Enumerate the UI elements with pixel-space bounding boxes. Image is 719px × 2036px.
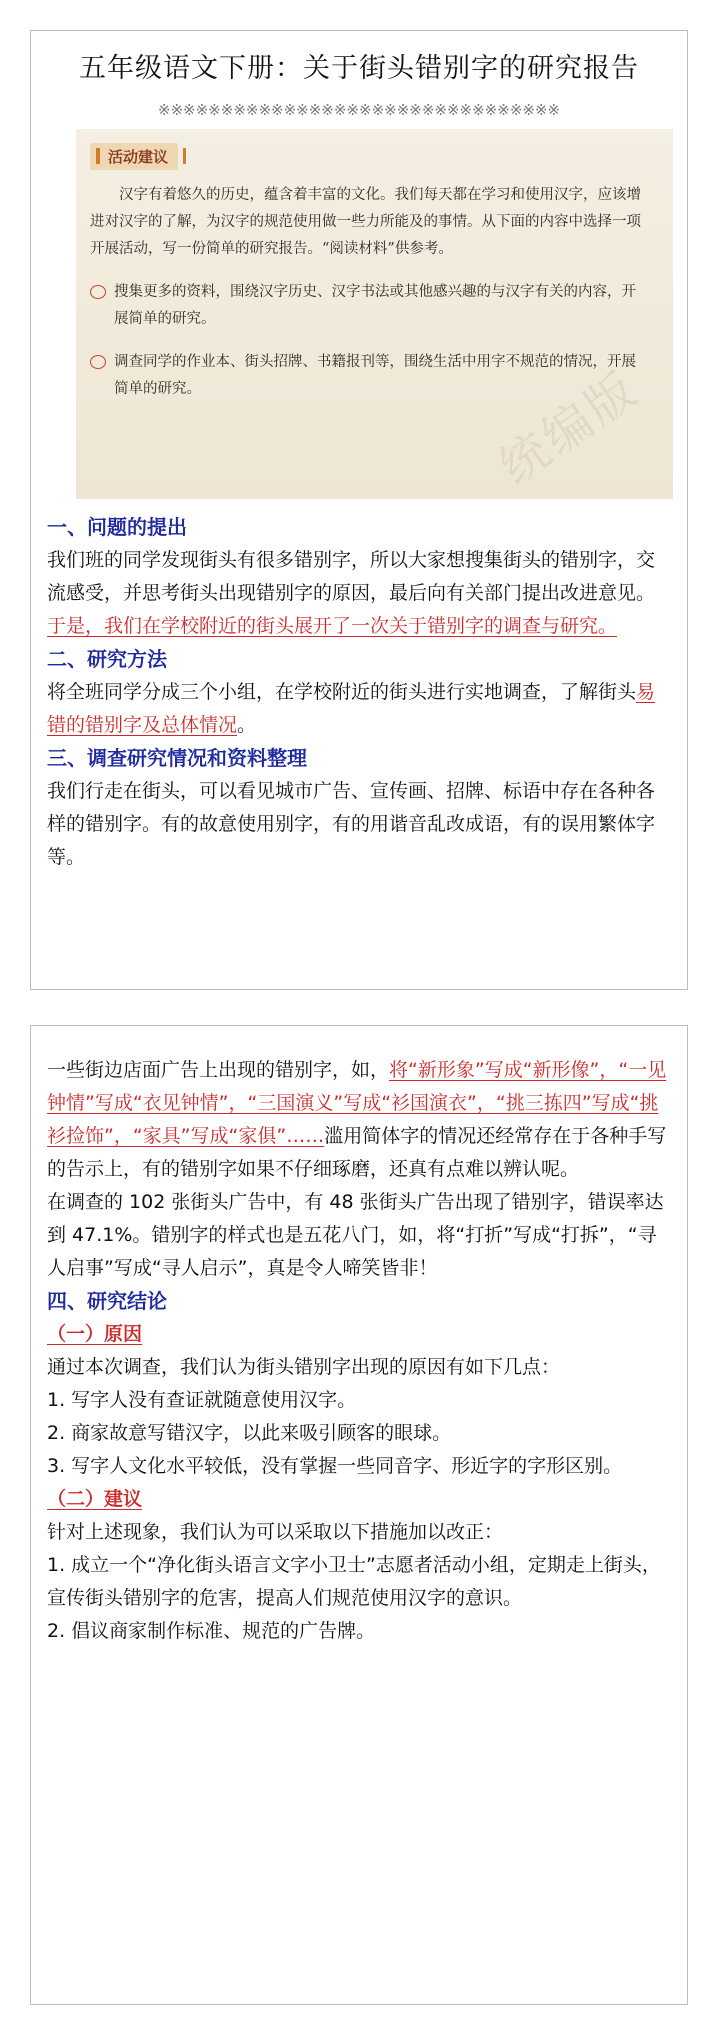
- circle-bullet-icon: [90, 285, 106, 299]
- subheading-suggestions: （二）建议: [47, 1488, 143, 1510]
- panel-option-1: [90, 279, 645, 333]
- highlight-text: 将“新形象”写成“新形像”，“一见钟情”写成“衣见钟情”，“三国演义”写成“衫国演衣”，“挑三拣四”写成“挑衫捡饰”，“家具”写成“家俱”……: [47, 1059, 667, 1147]
- section-2-paragraph: 将全班同学分成三个小组，在学校附近的街头进行实地调查，了解街头易错的错别字及总体情况。: [47, 681, 656, 736]
- report-content-2: [47, 1054, 671, 1648]
- section-heading-2: 二、研究方法: [47, 647, 167, 671]
- panel-tag: 活动建议: [90, 143, 178, 170]
- page-title: 五年级语文下册：关于街头错别字的研究报告: [79, 53, 639, 84]
- reason-item: 2. 商家故意写错汉字，以此来吸引顾客的眼球。: [47, 1422, 452, 1444]
- decorative-divider: ※※※※※※※※※※※※※※※※※※※※※※※※※※※※※※※※: [157, 101, 561, 119]
- reasons-intro: 通过本次调查，我们认为街头错别字出现的原因有如下几点：: [47, 1356, 561, 1378]
- section-heading-3: 三、调查研究情况和资料整理: [47, 746, 307, 770]
- section-3-paragraph: 我们行走在街头，可以看见城市广告、宣传画、招牌、标语中存在各种各样的错别字。有的故意使用别字，有的用谐音乱改成语，有的误用繁体字等。: [47, 780, 656, 868]
- section-1-paragraph: 我们班的同学发现街头有很多错别字，所以大家想搜集街头的错别字，交流感受，并思考街头出现错别字的原因，最后向有关部门提出改进意见。于是，我们在学校附近的街头展开了一次关于错别字的调查与研究。: [47, 549, 656, 637]
- panel-intro: 汉字有着悠久的历史，蕴含着丰富的文化。我们每天都在学习和使用汉字，应该增进对汉字的了解，为汉字的规范使用做一些力所能及的事情。从下面的内容中选择一项开展活动，写一份简单的研究报告。“阅读材料”供参考。: [90, 187, 641, 257]
- circle-bullet-icon: [90, 355, 106, 369]
- report-content-1: [47, 511, 671, 874]
- suggestions-intro: 针对上述现象，我们认为可以采取以下措施加以改正：: [47, 1521, 504, 1543]
- suggestion-item: 2. 倡议商家制作标准、规范的广告牌。: [47, 1620, 376, 1642]
- highlight-text: 于是，我们在学校附近的街头展开了一次关于错别字的调查与研究。: [47, 615, 618, 637]
- statistics-paragraph: 在调查的 102 张街头广告中，有 48 张街头广告出现了错别字，错误率达到 47.1%。错别字的样式也是五花八门，如，将“打折”写成“打拆”，“寻人启事”写成“寻人启示”，真是令人啼笑皆非！: [47, 1191, 664, 1279]
- report-page-1: [30, 30, 688, 990]
- reason-item: 3. 写字人文化水平较低，没有掌握一些同音字、形近字的字形区别。: [47, 1455, 623, 1477]
- report-page-2: [30, 1025, 688, 2005]
- panel-option-2-text: 调查同学的作业本、街头招牌、书籍报刊等，围绕生活中用字不规范的情况，开展简单的研究。: [114, 354, 636, 397]
- reason-item: 1. 写字人没有查证就随意使用汉字。: [47, 1389, 357, 1411]
- panel-option-1-text: 搜集更多的资料，围绕汉字历史、汉字书法或其他感兴趣的与汉字有关的内容，开展简单的研究。: [114, 284, 636, 327]
- suggestion-item: 1. 成立一个“净化街头语言文字小卫士”志愿者活动小组，定期走上街头，宣传街头错别字的危害，提高人们规范使用汉字的意识。: [47, 1554, 661, 1609]
- activity-suggestion-panel: [76, 129, 673, 499]
- highlight-text: 易错的错别字及总体情况: [47, 681, 656, 736]
- watermark: 统编版: [489, 360, 650, 496]
- section-heading-1: 一、问题的提出: [47, 515, 187, 539]
- examples-paragraph: 一些街边店面广告上出现的错别字，如，将“新形象”写成“新形像”，“一见钟情”写成“衣见钟情”，“三国演义”写成“衫国演衣”，“挑三拣四”写成“挑衫捡饰”，“家具”写成“家俱”……滥用简体字的情况还经常存在于各种手写的告示上，有的错别字如果不仔细琢磨，还真有点难以辨认呢。: [47, 1059, 667, 1180]
- subheading-reasons: （一）原因: [47, 1323, 143, 1345]
- section-heading-4: 四、研究结论: [47, 1289, 167, 1313]
